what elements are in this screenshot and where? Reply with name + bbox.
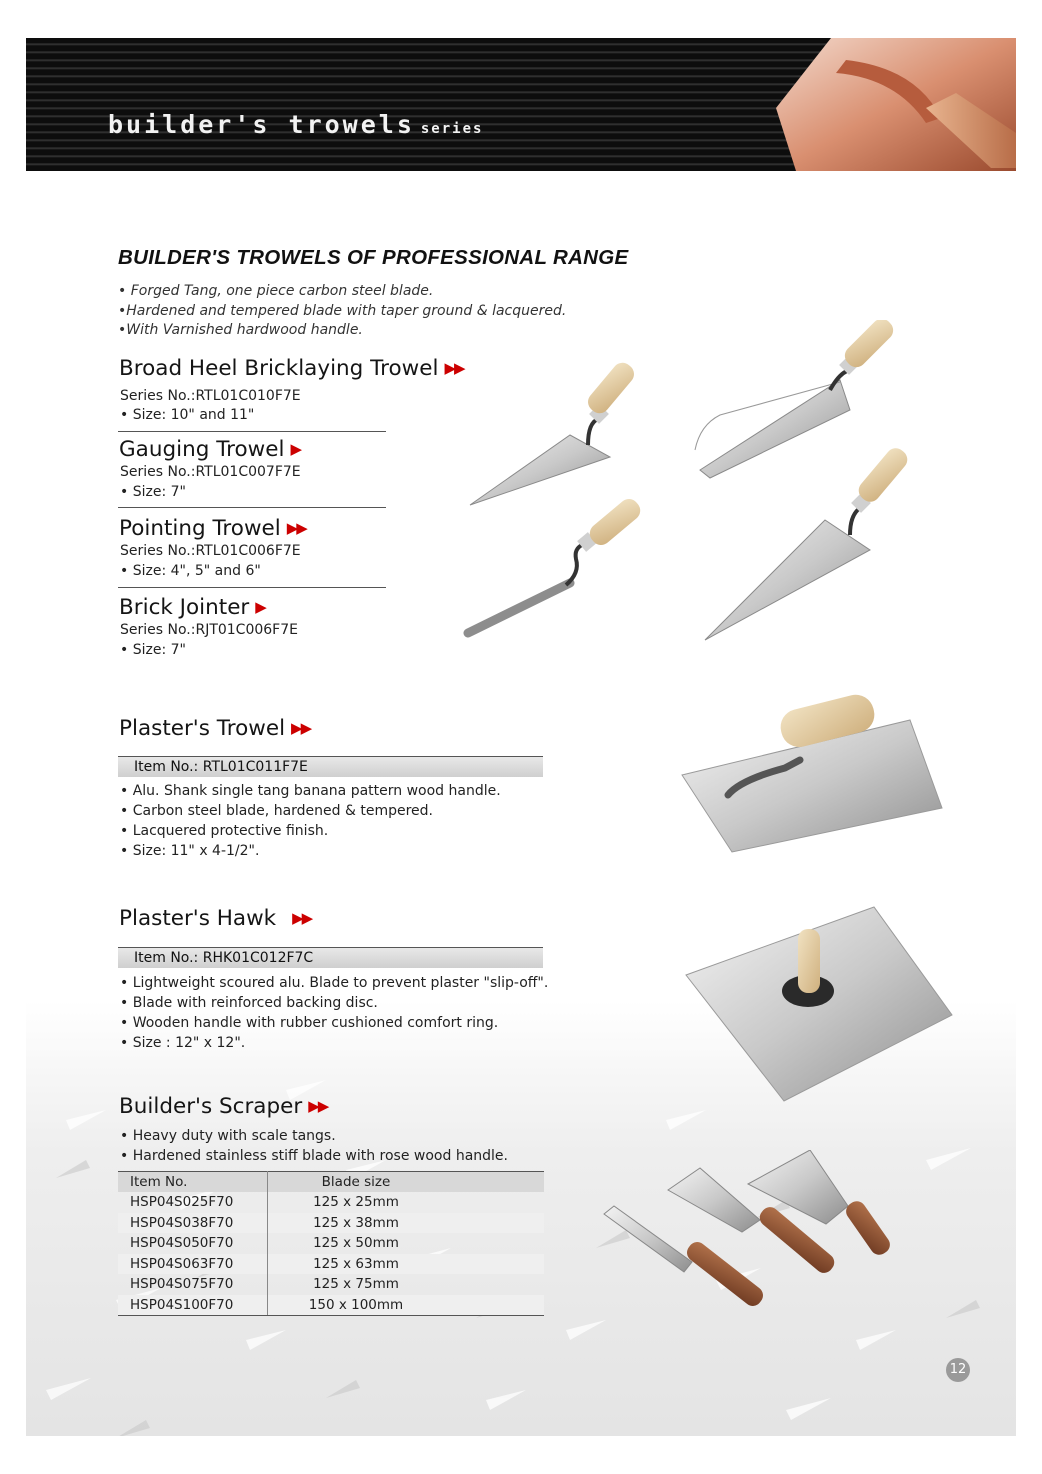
plasters-trowel-bullets bbox=[120, 781, 501, 861]
table-row bbox=[118, 1274, 544, 1295]
cell-blade-size: 125 x 38mm bbox=[268, 1213, 545, 1234]
arrow-icon: ▶▶ bbox=[291, 719, 311, 737]
divider bbox=[118, 507, 386, 508]
cell-blade-size: 125 x 25mm bbox=[313, 1194, 399, 1211]
cell-blade-size: 125 x 50mm bbox=[313, 1235, 399, 1252]
product-title-builders-scraper: Builder's Scraper ▶▶ bbox=[119, 1094, 328, 1119]
size-spec: • Size: 7" bbox=[120, 484, 186, 500]
cell-item-no: HSP04S063F70 bbox=[118, 1254, 268, 1275]
product-title-brick-jointer: Brick Jointer ▶ bbox=[119, 595, 265, 620]
product-title-broad-heel: Broad Heel Bricklaying Trowel ▶▶ bbox=[119, 356, 464, 381]
size-spec: • Size: 4", 5" and 6" bbox=[120, 563, 261, 579]
cell-item-no: HSP04S075F70 bbox=[118, 1274, 268, 1295]
cell-item-no: HSP04S038F70 bbox=[118, 1213, 268, 1234]
arrow-icon: ▶▶ bbox=[286, 519, 306, 537]
arrow-icon: ▶▶ bbox=[292, 909, 312, 927]
arrow-icon: ▶▶ bbox=[308, 1097, 328, 1115]
divider bbox=[118, 431, 386, 432]
size-spec: • Size: 7" bbox=[120, 642, 186, 658]
series-number: Series No.:RTL01C010F7E bbox=[120, 388, 301, 404]
size-spec: • Size: 10" and 11" bbox=[120, 407, 255, 423]
plasters-hawk-image bbox=[684, 905, 954, 1105]
bullet-item: • Hardened stainless stiff blade with rose wood handle. bbox=[120, 1148, 508, 1164]
intro-line: •Hardened and tempered blade with taper ground & lacquered. bbox=[118, 302, 567, 319]
bullet-item: • Carbon steel blade, hardened & tempered. bbox=[120, 803, 433, 819]
series-number: Series No.:RTL01C006F7E bbox=[120, 543, 301, 559]
cell-blade-size: 150 x 100mm bbox=[268, 1295, 545, 1316]
page-heading: BUILDER'S TROWELS OF PROFESSIONAL RANGE bbox=[118, 246, 629, 269]
arrow-icon: ▶ bbox=[255, 598, 265, 616]
cell-blade-size: 125 x 75mm bbox=[313, 1276, 399, 1293]
table-row bbox=[118, 1233, 544, 1254]
bullet-item: • Lacquered protective finish. bbox=[120, 823, 329, 839]
cell-item-no: HSP04S050F70 bbox=[118, 1233, 268, 1254]
series-number: Series No.:RJT01C006F7E bbox=[120, 622, 298, 638]
builders-scraper-bullets bbox=[120, 1126, 508, 1166]
page-number: 12 bbox=[946, 1358, 970, 1382]
scraper-spec-table bbox=[118, 1171, 544, 1316]
product-title-gauging: Gauging Trowel ▶ bbox=[119, 437, 301, 462]
trowel-banner-photo bbox=[776, 38, 1016, 171]
bullet-item: • Lightweight scoured alu. Blade to prevent plaster "slip-off". bbox=[120, 975, 549, 991]
intro-line: • Forged Tang, one piece carbon steel blade. bbox=[118, 283, 434, 299]
table-row bbox=[118, 1254, 544, 1275]
intro-line: •With Varnished hardwood handle. bbox=[118, 322, 363, 338]
table-header-row bbox=[118, 1172, 544, 1193]
bullet-item: • Alu. Shank single tang banana pattern wood handle. bbox=[120, 783, 501, 799]
banner-title: builder's trowels series bbox=[108, 110, 484, 139]
column-header-blade-size: Blade size bbox=[268, 1172, 545, 1193]
arrow-icon: ▶ bbox=[290, 440, 301, 458]
builders-scraper-image bbox=[600, 1150, 890, 1330]
table-row bbox=[118, 1295, 544, 1316]
header-banner bbox=[26, 38, 1016, 171]
intro-list bbox=[118, 282, 566, 341]
product-title-pointing: Pointing Trowel ▶▶ bbox=[119, 516, 306, 541]
bullet-item: • Wooden handle with rubber cushioned comfort ring. bbox=[120, 1015, 499, 1031]
bullet-item: • Size : 12" x 12". bbox=[120, 1035, 246, 1051]
item-number-bar: Item No.: RHK01C012F7C bbox=[118, 947, 543, 968]
item-number-bar: Item No.: RTL01C011F7E bbox=[118, 756, 543, 777]
table-row bbox=[118, 1192, 544, 1213]
trowel-illustrations-right bbox=[690, 320, 940, 650]
series-number: Series No.:RTL01C007F7E bbox=[120, 464, 301, 480]
table-row bbox=[118, 1213, 544, 1234]
bullet-item: • Size: 11" x 4-1/2". bbox=[120, 843, 260, 859]
cell-blade-size: 125 x 63mm bbox=[268, 1254, 545, 1275]
product-title-plasters-trowel: Plaster's Trowel ▶▶ bbox=[119, 716, 311, 741]
cell-item-no: HSP04S100F70 bbox=[118, 1295, 268, 1316]
cell-item-no: HSP04S025F70 bbox=[118, 1192, 268, 1213]
plasters-hawk-bullets bbox=[120, 973, 548, 1053]
divider bbox=[118, 587, 386, 588]
column-header-item-no: Item No. bbox=[118, 1172, 268, 1193]
arrow-icon: ▶▶ bbox=[444, 359, 464, 377]
product-title-plasters-hawk: Plaster's Hawk ▶▶ bbox=[119, 906, 312, 931]
bullet-item: • Heavy duty with scale tangs. bbox=[120, 1128, 336, 1144]
bullet-item: • Blade with reinforced backing disc. bbox=[120, 995, 378, 1011]
plasters-trowel-image bbox=[680, 690, 945, 855]
